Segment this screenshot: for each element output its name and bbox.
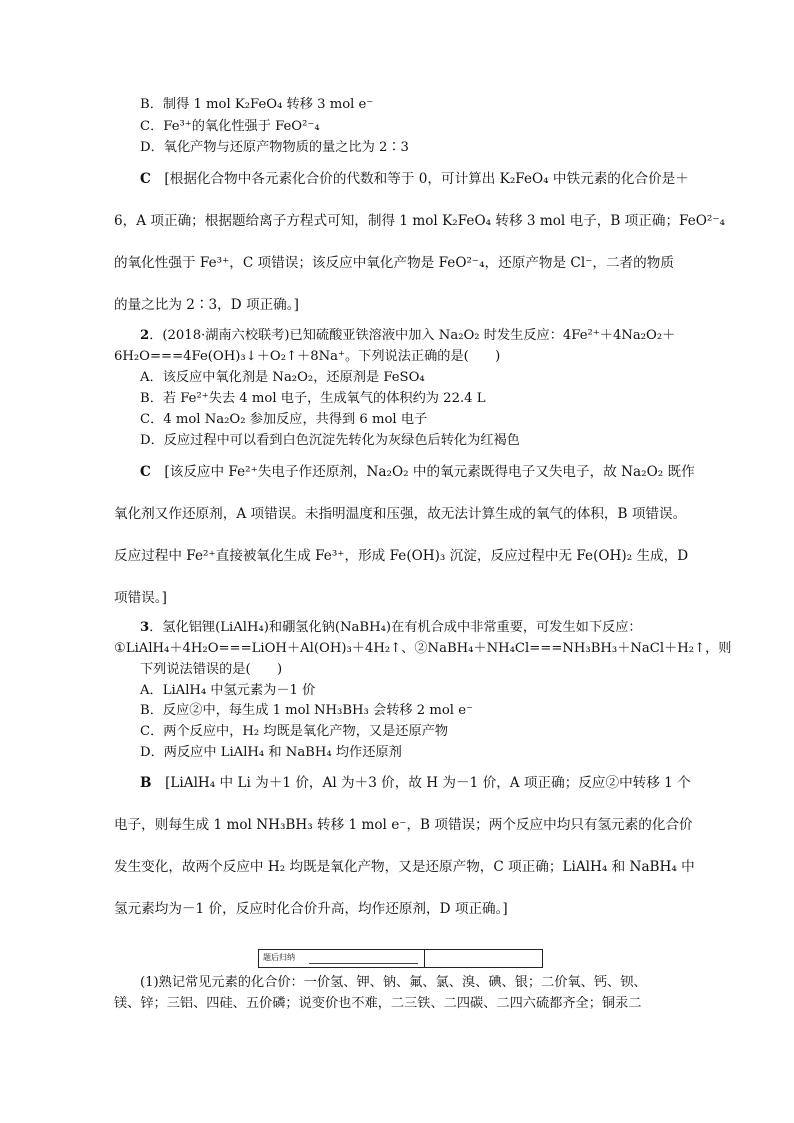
q1-answer-line-1: C [根据化合物中各元素化合价的代数和等于 0，可计算出 K₂FeO₄ 中铁元素的化合价是＋ xyxy=(140,171,689,187)
q3-answer-line-1: B [LiAlH₄ 中 Li 为＋1 价，Al 为＋3 价，故 H 为－1 价，A 项正确；反应②中转移 1 个 xyxy=(140,775,691,791)
summary-heading-box xyxy=(258,949,543,968)
summary-line-1: (1)熟记常见元素的化合价：一价氢、钾、钠、氟、氯、溴、碘、银；二价氧、钙、钡、 xyxy=(140,975,647,990)
q3-stem-line-2: ①LiAlH₄＋4H₂O===LiOH＋Al(OH)₃＋4H₂↑、②NaBH₄＋NH₄Cl===NH₃BH₃＋NaCl＋H₂↑，则 xyxy=(114,641,732,656)
q2-answer-line-1: C [该反应中 Fe²⁺失电子作还原剂，Na₂O₂ 中的氧元素既得电子又失电子，故 Na₂O₂ 既作 xyxy=(140,464,695,480)
q3-option-b: B．反应②中，每生成 1 mol NH₃BH₃ 会转移 2 mol e⁻ xyxy=(140,703,473,718)
q1-option-c: C．Fe³⁺的氧化性强于 FeO²⁻₄ xyxy=(140,119,320,134)
summary-heading-label: 题后归纳 xyxy=(263,953,295,962)
q3-option-c: C．两个反应中，H₂ 均既是氧化产物，又是还原产物 xyxy=(140,724,449,739)
summary-line-2: 镁、锌；三铝、四硅、五价磷；说变价也不难，二三铁、二四碳、二四六硫都齐全；铜汞二 xyxy=(114,996,642,1011)
q1-answer-line-3: 的氧化性强于 Fe³⁺，C 项错误；该反应中氧化产物是 FeO²⁻₄，还原产物是 Cl⁻，二者的物质 xyxy=(114,255,674,271)
q2-answer-line-3: 反应过程中 Fe²⁺直接被氧化生成 Fe³⁺，形成 Fe(OH)₃ 沉淀，反应过程中无 Fe(OH)₂ 生成，D xyxy=(114,548,689,564)
q2-option-a: A．该反应中氧化剂是 Na₂O₂，还原剂是 FeSO₄ xyxy=(140,370,425,385)
q3-answer-line-4: 氢元素均为－1 价，反应时化合价升高，均作还原剂，D 项正确。] xyxy=(114,901,508,917)
q2-option-c: C．4 mol Na₂O₂ 参加反应，共得到 6 mol 电子 xyxy=(140,412,428,427)
q1-answer-line-4: 的量之比为 2∶3，D 项正确。] xyxy=(114,297,299,313)
q1-option-d: D．氧化产物与还原产物物质的量之比为 2∶3 xyxy=(140,140,409,155)
q2-stem-line-2: 6H₂O===4Fe(OH)₃↓＋O₂↑＋8Na⁺。下列说法正确的是( ) xyxy=(114,349,501,364)
q2-option-d: D．反应过程中可以看到白色沉淀先转化为灰绿色后转化为红褐色 xyxy=(140,433,520,448)
q2-answer-line-4: 项错误。] xyxy=(114,590,167,606)
q1-answer-line-2: 6，A 项正确；根据题给离子方程式可知，制得 1 mol K₂FeO₄ 转移 3 mol 电子，B 项正确；FeO²⁻₄ xyxy=(114,213,725,229)
q2-option-b: B．若 Fe²⁺失去 4 mol 电子，生成氧气的体积约为 22.4 L xyxy=(140,391,486,406)
q3-option-a: A．LiAlH₄ 中氢元素为－1 价 xyxy=(140,683,316,698)
q3-answer-line-2: 电子，则每生成 1 mol NH₃BH₃ 转移 1 mol e⁻，B 项错误；两个反应中均只有氢元素的化合价 xyxy=(114,817,693,833)
heading-underline xyxy=(309,963,418,964)
q3-stem-line-1: 3．氢化铝锂(LiAlH₄)和硼氢化钠(NaBH₄)在有机合成中非常重要，可发生如下反应： xyxy=(140,620,642,635)
q3-answer-line-3: 发生变化，故两个反应中 H₂ 均既是氧化产物，又是还原产物，C 项正确；LiAlH₄ 和 NaBH₄ 中 xyxy=(114,859,695,875)
q3-option-d: D．两反应中 LiAlH₄ 和 NaBH₄ 均作还原剂 xyxy=(140,745,402,760)
box-divider xyxy=(424,950,425,967)
q1-option-b: B．制得 1 mol K₂FeO₄ 转移 3 mol e⁻ xyxy=(140,97,374,112)
q2-stem-line-1: 2．(2018·湖南六校联考)已知硫酸亚铁溶液中加入 Na₂O₂ 时发生反应：4Fe²⁺＋4Na₂O₂＋ xyxy=(140,328,676,343)
q3-stem-line-3: 下列说法错误的是( ) xyxy=(140,662,283,677)
q2-answer-line-2: 氧化剂又作还原剂，A 项错误。未指明温度和压强，故无法计算生成的氧气的体积，B 项错误。 xyxy=(114,506,687,522)
